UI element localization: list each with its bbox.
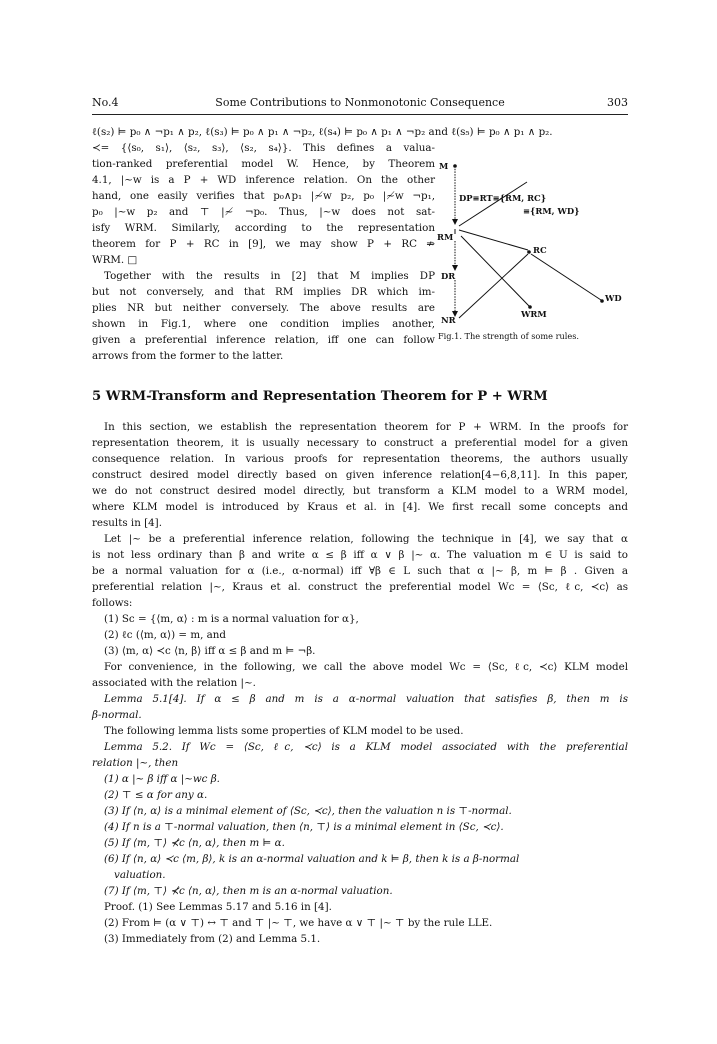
text-line: results in [4].: [92, 517, 162, 529]
text-line: plies NR but neither conversely. The above results are: [92, 302, 435, 314]
edge-dp-rc: [459, 230, 528, 250]
text-line: is not less ordinary than β and write α ≤ β iff α ∨ β |∼ α. The valuation m ∈ U is said to: [92, 549, 628, 561]
text-line: For convenience, in the following, we call the above model Wc = ⟨Sc, ℓc, ≺c⟩ KLM model: [104, 661, 628, 673]
list-item: (3) If ⟨n, α⟩ is a minimal element of ⟨Sc, ≺c⟩, then the valuation n is ⊤-normal.: [104, 805, 512, 817]
text-line: isfy WRM. Similarly, according to the representation: [92, 222, 435, 234]
proof-line: Proof. (1) See Lemmas 5.17 and 5.16 in [4].: [104, 901, 332, 913]
text-line: In this section, we establish the representation theorem for P + WRM. In the proofs for: [104, 421, 628, 433]
text-line: hand, one easily verifies that p₀∧p₁ |≁w p₂, p₀ |≁w ¬p₁,: [92, 190, 435, 202]
list-item: (6) If ⟨n, α⟩ ≺c ⟨m, β⟩, k is an α-normal valuation and k ⊨ β, then k is a β-normal: [104, 853, 520, 865]
text-line: 4.1, |∼w is a P + WD inference relation. On the other: [92, 174, 435, 186]
label-dp-equivalence: DP≡RT≡{RM, RC}: [459, 193, 547, 203]
list-item: (4) If n is a ⊤-normal valuation, then ⟨n, ⊤⟩ is a minimal element in ⟨Sc, ≺c⟩.: [104, 821, 504, 833]
running-title: Some Contributions to Nonmonotonic Consequence: [215, 96, 505, 109]
label-rm: RM: [437, 232, 454, 242]
text-line: construct desired model directly based on given inference relation[4−6,8,11]. In this paper,: [92, 469, 628, 481]
list-item: (2) ℓc (⟨m, α⟩) = m, and: [104, 629, 227, 641]
running-header: [92, 96, 628, 114]
list-item: (2) ⊤ ≤ α for any α.: [104, 789, 208, 801]
list-item: (7) If ⟨m, ⊤⟩ ⊀c ⟨n, α⟩, then m is an α-normal valuation.: [104, 885, 393, 897]
list-item: (1) α |∼ β iff α |∼wc β.: [104, 773, 220, 785]
text-line: Let |∼ be a preferential inference relation, following the technique in [4], we say that α: [104, 533, 628, 545]
lemma-statement: Lemma 5.1[4]. If α ≤ β and m is a α-normal valuation that satisfies β, then m is: [104, 693, 628, 705]
text-line: WRM. □: [92, 254, 138, 266]
header-rule: [92, 114, 628, 115]
node-m: [453, 164, 457, 168]
node-rc: [527, 250, 531, 254]
list-item: (1) Sc = {⟨m, α⟩ : m is a normal valuation for α},: [104, 613, 359, 625]
text-line: shown in Fig.1, where one condition implies another,: [92, 318, 435, 330]
label-nr: NR: [441, 315, 456, 325]
text-line: theorem for P + RC in [9], we may show P + RC ⇏: [92, 238, 435, 250]
figure-caption: Fig.1. The strength of some rules.: [438, 331, 580, 341]
edge-dp-rc-upper: [459, 182, 527, 226]
text-line: p₀ |∼w p₂ and ⊤ |≁ ¬p₀. Thus, |∼w does not sat-: [92, 206, 435, 218]
label-dr: DR: [441, 271, 456, 281]
implication-diagram: [437, 158, 637, 358]
text-line: be a normal valuation for α (i.e., α-normal) iff ∀β ∈ L such that α |∼ β, m ⊨ β . Given a: [92, 565, 628, 577]
text-line: ≺= {⟨s₀, s₁⟩, ⟨s₂, s₃⟩, ⟨s₂, s₄⟩}. This defines a valua-: [92, 142, 435, 154]
text-line: tion-ranked preferential model W. Hence, by Theorem: [92, 158, 435, 170]
text-line: Together with the results in [2] that M implies DP: [104, 270, 435, 282]
label-wrm: WRM: [521, 309, 547, 319]
page-number: 303: [607, 96, 628, 109]
figure-1: [437, 158, 637, 358]
text-line: follows:: [92, 597, 133, 609]
list-item: (5) If ⟨m, ⊤⟩ ⊀c ⟨n, α⟩, then m ⊨ α.: [104, 837, 285, 849]
text-line: where KLM model is introduced by Kraus et al. in [4]. We first recall some concepts and: [92, 501, 628, 513]
label-wd: WD: [605, 293, 622, 303]
section-heading: 5 WRM-Transform and Representation Theorem for P + WRM: [92, 389, 548, 404]
text-line: preferential relation |∼, Kraus et al. construct the preferential model Wc = ⟨Sc, ℓc, ≺c⟩ as: [92, 581, 628, 593]
edge-rm-wrm: [461, 236, 529, 306]
label-dp-equivalence-2: ≡{RM, WD}: [523, 206, 580, 216]
text-line: given a preferential inference relation, iff one can follow: [92, 334, 435, 346]
label-rc: RC: [533, 245, 547, 255]
text-line: but not conversely, and that RM implies DR which im-: [92, 286, 435, 298]
edge-nr-rc: [459, 254, 528, 318]
text-line: consequence relation. In various proofs for representation theorems, the authors usually: [92, 453, 628, 465]
text-line: associated with the relation |∼.: [92, 677, 256, 689]
text-line: representation theorem, it is usually necessary to construct a preferential model for a given: [92, 437, 628, 449]
lemma-statement: Lemma 5.2. If Wc = ⟨Sc, ℓc, ≺c⟩ is a KLM model associated with the preferential: [104, 741, 628, 753]
lemma-statement: relation |∼, then: [92, 757, 179, 769]
node-wd: [600, 299, 604, 303]
list-item-cont: valuation.: [114, 869, 166, 881]
proof-line: (3) Immediately from (2) and Lemma 5.1.: [104, 933, 321, 945]
text-line: The following lemma lists some properties of KLM model to be used.: [104, 725, 464, 737]
label-m: M: [439, 161, 449, 171]
list-item: (3) ⟨m, α⟩ ≺c ⟨n, β⟩ iff α ≤ β and m ⊨ ¬β.: [104, 645, 316, 657]
proof-line: (2) From ⊨ (α ∨ ⊤) ↔ ⊤ and ⊤ |∼ ⊤, we have α ∨ ⊤ |∼ ⊤ by the rule LLE.: [104, 917, 493, 929]
issue-number: No.4: [92, 96, 119, 109]
text-line: arrows from the former to the latter.: [92, 350, 284, 362]
text-line: ℓ(s₂) ⊨ p₀ ∧ ¬p₁ ∧ p₂, ℓ(s₃) ⊨ p₀ ∧ p₁ ∧ ¬p₂, ℓ(s₄) ⊨ p₀ ∧ p₁ ∧ ¬p₂ and ℓ(s₅) ⊨ p₀ ∧ p₁ ∧ p₂.: [92, 126, 553, 138]
lemma-statement: β-normal.: [92, 709, 142, 721]
edge-rc-wd: [531, 254, 601, 300]
text-line: we do not construct desired model directly, but transform a KLM model to a WRM model,: [92, 485, 628, 497]
